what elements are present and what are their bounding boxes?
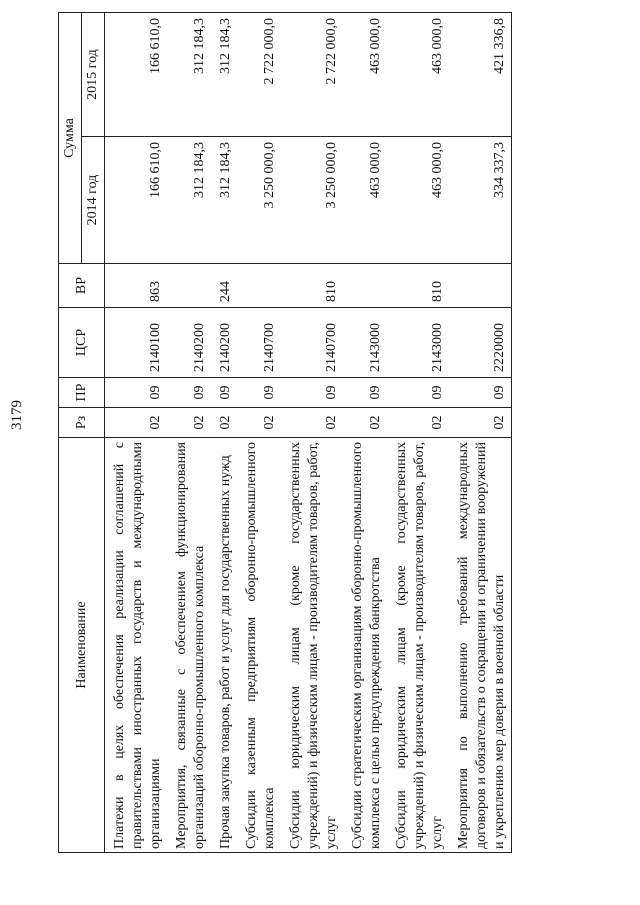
- row-name: Субсидии юридическим лицам (кроме государственных учреждений) и физическим лицам - производителям товаров, работ, услуг: [387, 438, 449, 853]
- row-sum-2014: 463 000,0: [387, 137, 449, 264]
- row-sum-2015: 312 184,3: [211, 13, 237, 137]
- header-sum: Сумма: [59, 13, 82, 264]
- row-vr: 810: [281, 264, 343, 308]
- table-row: [105, 13, 168, 853]
- row-vr: [449, 264, 512, 308]
- budget-table: [58, 12, 512, 853]
- row-sum-2014: 3 250 000,0: [237, 137, 281, 264]
- row-vr: [343, 264, 387, 308]
- row-rz: 02: [211, 408, 237, 438]
- row-rz: 02: [343, 408, 387, 438]
- row-name: Субсидии юридическим лицам (кроме государственных учреждений) и физическим лицам - производителям товаров, работ, услуг: [281, 438, 343, 853]
- row-pr: 09: [211, 378, 237, 408]
- row-csr: 2140100: [105, 308, 168, 378]
- row-sum-2015: 2 722 000,0: [237, 13, 281, 137]
- row-pr: 09: [281, 378, 343, 408]
- row-name: Мероприятия по выполнению требований международных договоров и обязательств о сокращении и ограничении вооружений и укреплению мер доверия в военной области: [449, 438, 512, 853]
- row-csr: 2140200: [167, 308, 211, 378]
- row-pr: 09: [449, 378, 512, 408]
- row-csr: 2140200: [211, 308, 237, 378]
- row-pr: 09: [343, 378, 387, 408]
- row-sum-2014: 312 184,3: [211, 137, 237, 264]
- row-name: Субсидии стратегическим организациям оборонно-промышленного комплекса с целью предупреждения банкротства: [343, 438, 387, 853]
- row-rz: 02: [237, 408, 281, 438]
- table-row: [387, 13, 449, 853]
- row-rz: 02: [167, 408, 211, 438]
- row-sum-2015: 2 722 000,0: [281, 13, 343, 137]
- table-row: [167, 13, 211, 853]
- row-sum-2015: 463 000,0: [343, 13, 387, 137]
- row-name: Платежи в целях обеспечения реализации соглашений с правительствами иностранных государств и международными организациями: [105, 438, 168, 853]
- row-sum-2014: 463 000,0: [343, 137, 387, 264]
- table-row: [237, 13, 281, 853]
- table-row: [449, 13, 512, 853]
- row-csr: 2143000: [343, 308, 387, 378]
- row-sum-2014: 3 250 000,0: [281, 137, 343, 264]
- row-name: Субсидии казенным предприятиям оборонно-промышленного комплекса: [237, 438, 281, 853]
- row-rz: 02: [105, 408, 168, 438]
- row-vr: [237, 264, 281, 308]
- row-csr: 2143000: [387, 308, 449, 378]
- row-rz: 02: [449, 408, 512, 438]
- row-sum-2015: 463 000,0: [387, 13, 449, 137]
- row-csr: 2140700: [237, 308, 281, 378]
- row-rz: 02: [281, 408, 343, 438]
- row-rz: 02: [387, 408, 449, 438]
- row-csr: 2220000: [449, 308, 512, 378]
- table-row: [343, 13, 387, 853]
- row-vr: 810: [387, 264, 449, 308]
- row-sum-2015: 312 184,3: [167, 13, 211, 137]
- row-vr: 244: [211, 264, 237, 308]
- page-number: 3179: [9, 400, 25, 430]
- header-pr: ПР: [59, 378, 105, 408]
- row-name: Прочая закупка товаров, работ и услуг для государственных нужд: [211, 438, 237, 853]
- header-name: Наименование: [59, 438, 105, 853]
- row-csr: 2140700: [281, 308, 343, 378]
- header-2015: 2015 год: [82, 13, 105, 137]
- row-sum-2014: 334 337,3: [449, 137, 512, 264]
- row-sum-2014: 166 610,0: [105, 137, 168, 264]
- row-vr: [167, 264, 211, 308]
- table-row: [281, 13, 343, 853]
- row-pr: 09: [387, 378, 449, 408]
- header-row-1: [59, 13, 82, 853]
- row-name: Мероприятия, связанные с обеспечением функционирования организаций оборонно-промышленного комплекса: [167, 438, 211, 853]
- row-pr: 09: [167, 378, 211, 408]
- row-sum-2015: 166 610,0: [105, 13, 168, 137]
- header-2014: 2014 год: [82, 137, 105, 264]
- row-pr: 09: [105, 378, 168, 408]
- row-sum-2015: 421 336,8: [449, 13, 512, 137]
- row-sum-2014: 312 184,3: [167, 137, 211, 264]
- header-rz: Рз: [59, 408, 105, 438]
- header-vr: ВР: [59, 264, 105, 308]
- table-row: [211, 13, 237, 853]
- row-vr: 863: [105, 264, 168, 308]
- row-pr: 09: [237, 378, 281, 408]
- header-csr: ЦСР: [59, 308, 105, 378]
